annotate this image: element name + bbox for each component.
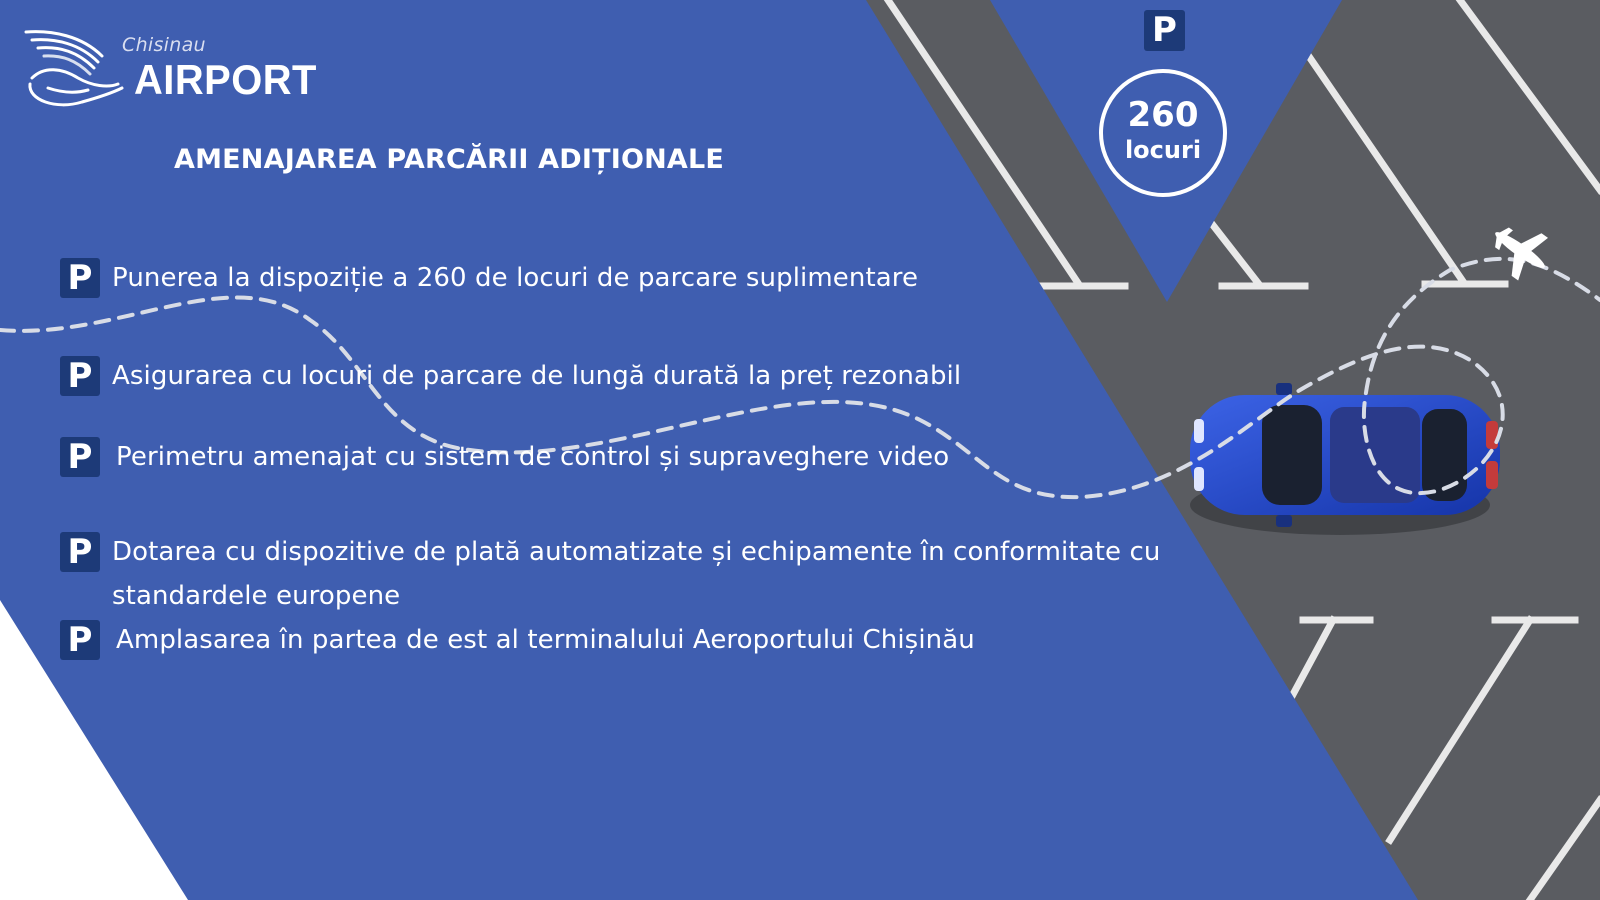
list-item-text: Dotarea cu dispozitive de plată automatizate și echipamente în conformitate cu standardele europene bbox=[112, 537, 1161, 611]
parking-sign-icon: P bbox=[1144, 10, 1185, 51]
parking-sign-icon: P bbox=[60, 356, 100, 396]
car-top-view-icon bbox=[1190, 383, 1500, 535]
wing-hand-logo-icon bbox=[22, 26, 132, 108]
list-item bbox=[60, 258, 918, 300]
page-title: AMENAJAREA PARCĂRII ADIȚIONALE bbox=[174, 144, 725, 175]
list-item bbox=[60, 620, 975, 662]
list-item-text: Perimetru amenajat cu sistem de control și supraveghere video bbox=[116, 442, 950, 472]
parking-sign-icon: P bbox=[60, 258, 100, 298]
list-item bbox=[60, 437, 949, 479]
capacity-circle bbox=[1099, 69, 1227, 197]
list-item-text: Asigurarea cu locuri de parcare de lungă durată la preț rezonabil bbox=[112, 361, 962, 391]
airport-logo bbox=[22, 26, 317, 106]
list-item-text: Punerea la dispoziție a 260 de locuri de parcare suplimentare bbox=[112, 263, 919, 293]
parking-sign-icon: P bbox=[60, 620, 100, 660]
list-item bbox=[60, 356, 961, 398]
parking-sign-icon: P bbox=[60, 532, 100, 572]
capacity-number: 260 bbox=[1127, 95, 1199, 135]
capacity-label: locuri bbox=[1124, 136, 1202, 164]
logo-brand-text: AIRPORT bbox=[134, 56, 317, 103]
logo-city-text: Chisinau bbox=[122, 34, 206, 56]
list-item-text: Amplasarea în partea de est al terminalului Aeroportului Chișinău bbox=[116, 625, 975, 655]
list-item bbox=[60, 532, 1220, 618]
parking-sign-icon: P bbox=[60, 437, 100, 477]
